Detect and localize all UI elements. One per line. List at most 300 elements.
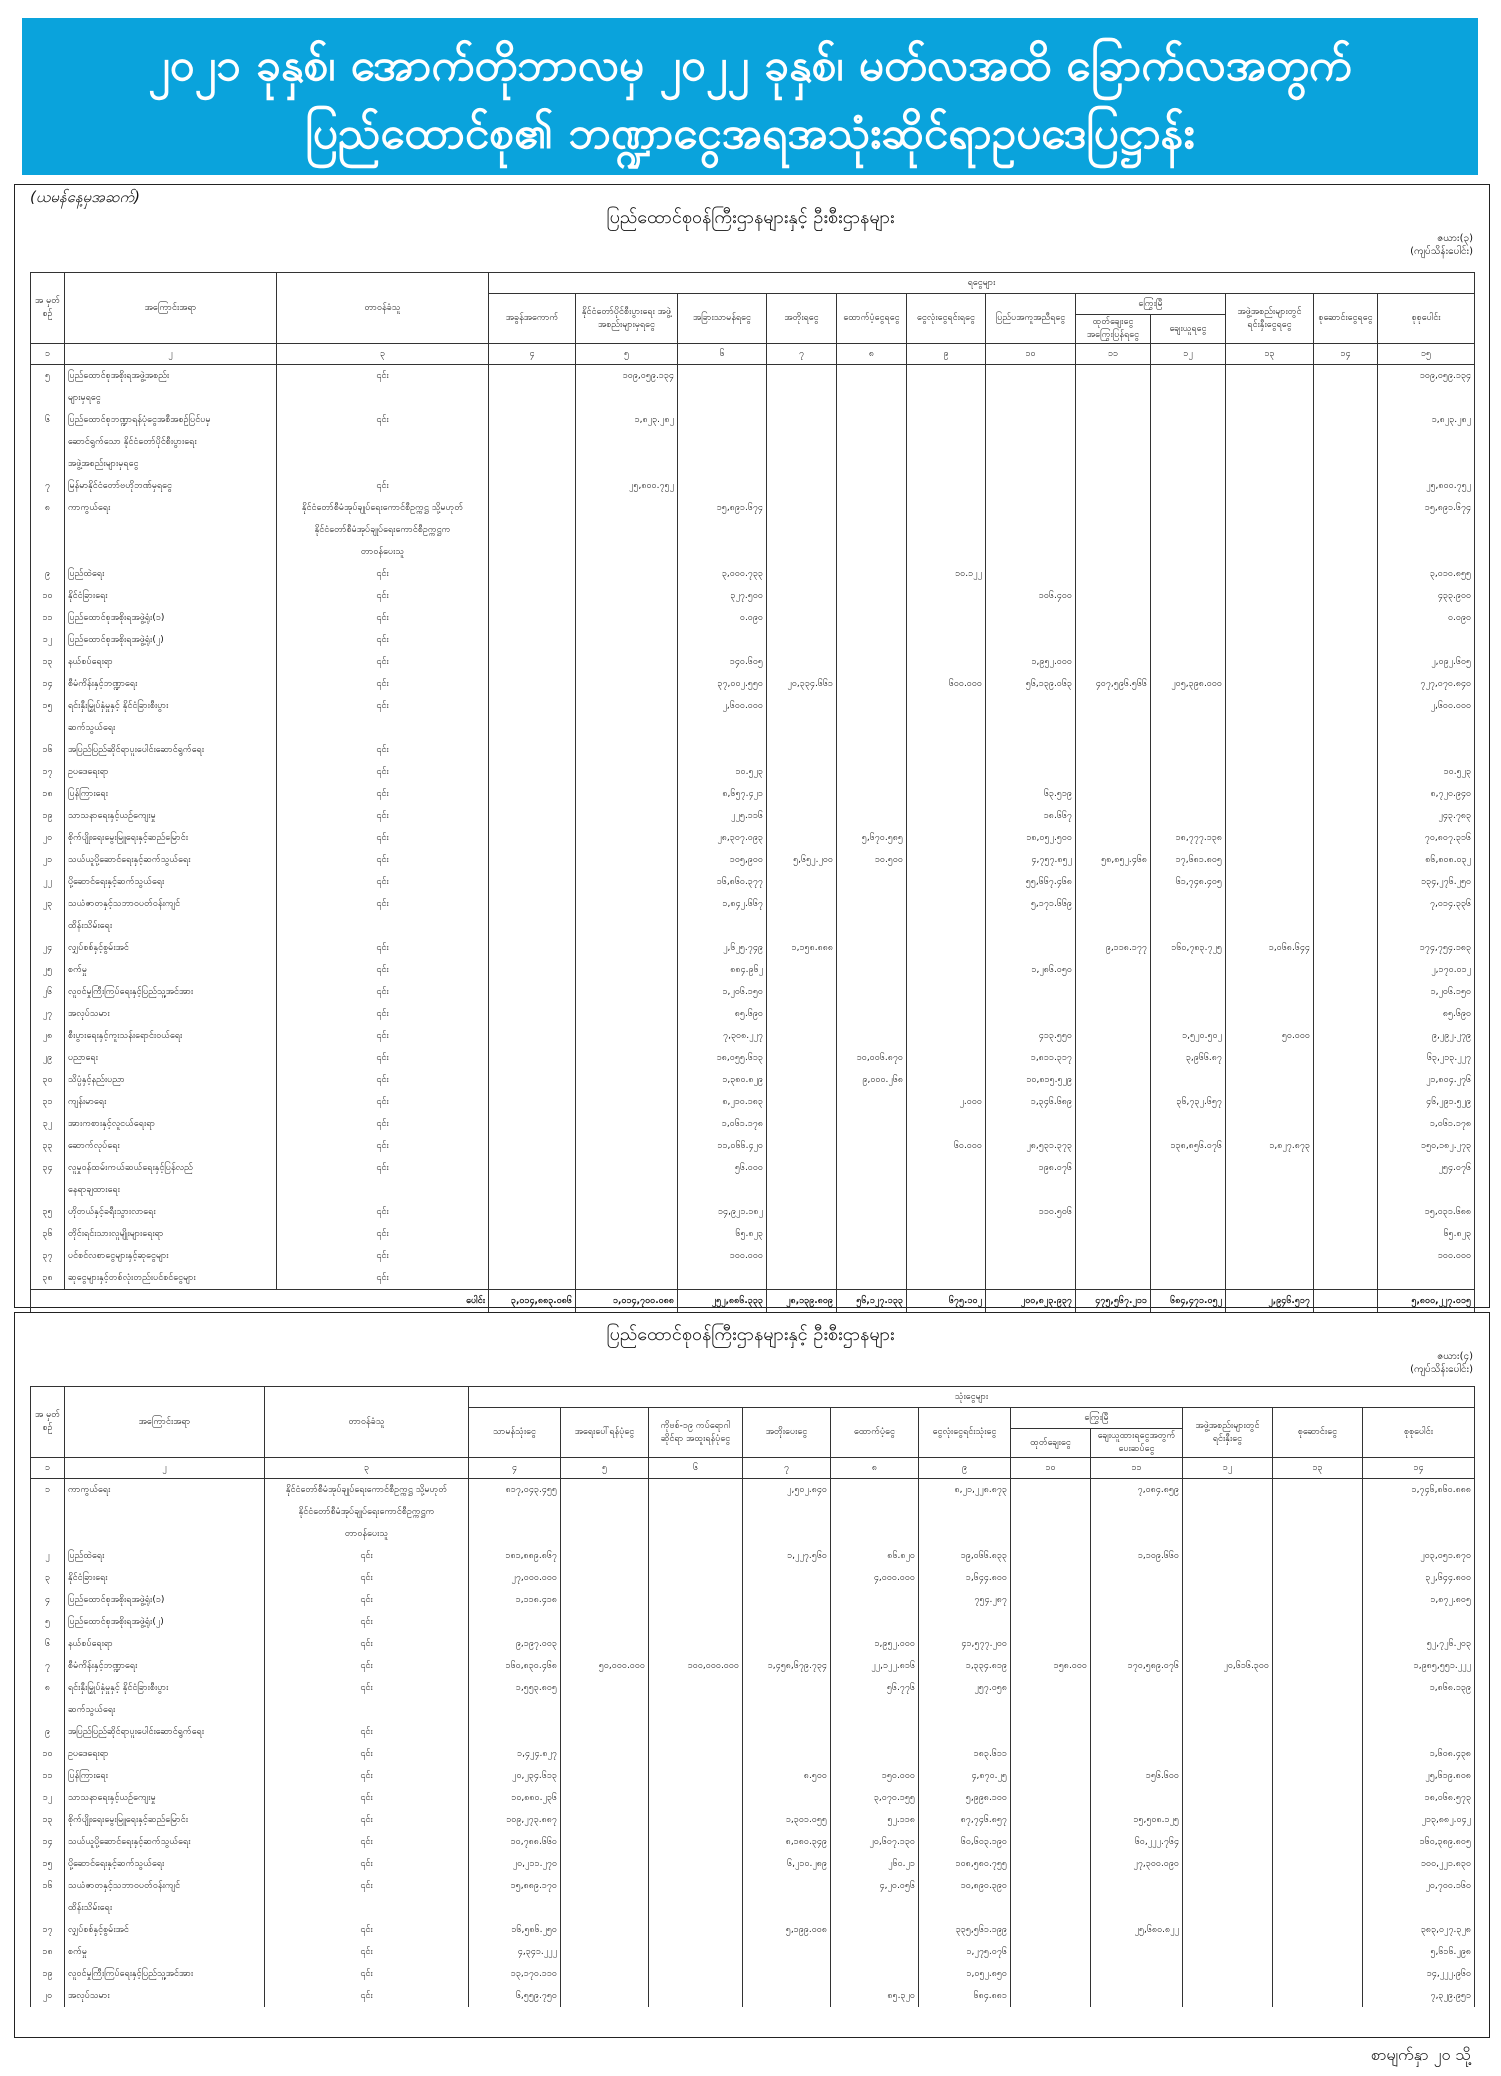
cell-c13: ၁,၀၆၈.၆၄၄ (1226, 937, 1314, 959)
cell-c8: ၄,၂၀.၀၅၆ (831, 1875, 919, 1897)
cell-c14 (1314, 981, 1378, 1003)
cell-c12: ၃,၉၆၆.၈၇ (1151, 1047, 1226, 1069)
cell-c6: ၁၆,၈၆၀.၃၇၇ (678, 871, 767, 893)
cell-c5 (576, 893, 678, 915)
cell-c4 (489, 1223, 576, 1245)
cell-c13 (1273, 1743, 1363, 1765)
cell-c7 (767, 475, 837, 497)
cell-c11: ၁၇၀,၅၈၉.၀၇၆ (1091, 1655, 1183, 1677)
cell-c5 (576, 1245, 678, 1267)
cell-no: ၇ (31, 1655, 65, 1677)
cell-c12: ၁၈,၇၇၇.၁၃၈ (1151, 827, 1226, 849)
cell-c5 (561, 1963, 649, 1985)
cell-c5 (561, 1831, 649, 1853)
cell-subject: စက်မှု (65, 959, 277, 981)
cell-c5 (576, 1069, 678, 1091)
cell-subject (65, 1501, 265, 1523)
cell-resp (277, 1179, 489, 1201)
cell-c9: ၁၈၃.၆၁၁ (919, 1743, 1011, 1765)
cell-c4: ၆,၅၅၉.၇၅၀ (469, 1985, 561, 2007)
cell-c7: ၁,၄၅၈,၆၇၉.၇၃၄ (743, 1655, 831, 1677)
cell-c10 (986, 607, 1076, 629)
cell-c10 (1011, 1633, 1091, 1655)
cell-c11 (1076, 827, 1151, 849)
cell-c4: ၁,၄၂၄.၈၂၇ (469, 1743, 561, 1765)
cell-c13 (1273, 1765, 1363, 1787)
cell-c13 (1226, 739, 1314, 761)
cell-c6 (678, 1179, 767, 1201)
cell-c6 (678, 541, 767, 563)
cell-c8 (837, 937, 907, 959)
cell-resp: ၎င်း (265, 1567, 469, 1589)
table-row (31, 1113, 1475, 1135)
cell-subject: ပြည်ထောင်စုအစိုးရအဖွဲ့ရုံး(၂) (65, 1611, 265, 1633)
cell-c5 (561, 1919, 649, 1941)
table-row (31, 1003, 1475, 1025)
cell-c5 (576, 563, 678, 585)
cell-c6: ၁,၃၈၀.၈၂၉ (678, 1069, 767, 1091)
cell-c10 (986, 739, 1076, 761)
cell-c13 (1226, 959, 1314, 981)
table-row (31, 1157, 1475, 1179)
cell-resp: ၎င်း (277, 1025, 489, 1047)
cell-c13 (1273, 1611, 1363, 1633)
cell-c12 (1151, 453, 1226, 475)
cell-c9: ၈၇,၇၄၆.၈၅၇ (919, 1809, 1011, 1831)
cell-c4 (489, 849, 576, 871)
cell-c9 (907, 651, 986, 673)
column-number: ၁၁ (1091, 1458, 1183, 1479)
t1-head-debt: ကြွေးမြီ (1076, 294, 1226, 315)
cell-c5 (561, 1853, 649, 1875)
cell-c5 (576, 607, 678, 629)
column-number: ၈ (831, 1458, 919, 1479)
cell-c7: ၂၀,၃၃၄.၆၆၁ (767, 673, 837, 695)
cell-subject: ပြည်ထောင်စုအစိုးရအဖွဲ့ရုံး(၁) (65, 607, 277, 629)
cell-c13 (1226, 893, 1314, 915)
cell-c12 (1151, 1157, 1226, 1179)
cell-c11: ၄၀၇,၅၉၆.၅၆၆ (1076, 673, 1151, 695)
cell-resp: ၎င်း (265, 1721, 469, 1743)
cell-c15: ၂၅၄.၀၇၆ (1378, 1157, 1475, 1179)
cell-subject: ရင်းနှီးမြှုပ်နှံမှုနှင့် နိုင်ငံခြားစီးပွား (65, 1677, 265, 1699)
cell-c6: ၂,၆၀၀.၀၀၀ (678, 695, 767, 717)
cell-c13 (1273, 1963, 1363, 1985)
cell-c4: ၄,၃၄၁.၂၂၂ (469, 1941, 561, 1963)
cell-c8 (837, 453, 907, 475)
cell-c11 (1091, 1633, 1183, 1655)
cell-c4 (489, 783, 576, 805)
cell-subject: ပြည်ထဲရေး (65, 563, 277, 585)
cell-c12 (1151, 629, 1226, 651)
cell-c8 (837, 739, 907, 761)
cell-c4: ၂၇,၀၀၀.၀၀၀ (469, 1567, 561, 1589)
cell-c11 (1076, 783, 1151, 805)
cell-c7 (767, 871, 837, 893)
cell-c6: ၁၀၀.၀၀၀ (678, 1245, 767, 1267)
cell-no: ၁၂ (31, 629, 65, 651)
cell-c15 (1378, 1179, 1475, 1201)
cell-c12 (1183, 1765, 1273, 1787)
cell-resp: ၎င်း (277, 783, 489, 805)
cell-c9: ၃၃၅,၅၆၁.၁၉၉ (919, 1919, 1011, 1941)
cell-c7 (767, 761, 837, 783)
cell-c4: ၁၀၉,၂၇၃.၈၈၇ (469, 1809, 561, 1831)
cell-c11 (1091, 1985, 1183, 2007)
column-number: ၃ (265, 1458, 469, 1479)
cell-c9 (919, 1501, 1011, 1523)
cell-no: ၁၀ (31, 585, 65, 607)
table-row (31, 475, 1475, 497)
table-row (31, 1919, 1475, 1941)
cell-c15 (1378, 431, 1475, 453)
cell-c7 (767, 805, 837, 827)
cell-c7 (767, 739, 837, 761)
cell-c7 (767, 1025, 837, 1047)
cell-c13 (1226, 1223, 1314, 1245)
cell-c9 (907, 937, 986, 959)
table-row (31, 1655, 1475, 1677)
column-number: ၂ (65, 344, 277, 365)
cell-c6 (649, 1743, 743, 1765)
cell-c14 (1314, 431, 1378, 453)
t1-head-c15: စုစုပေါင်း (1378, 294, 1475, 344)
cell-resp (265, 1699, 469, 1721)
total-c10: ၂၀၀,၈၂၃.၉၃၇ (986, 1290, 1076, 1313)
cell-c7 (767, 497, 837, 519)
table-row (31, 673, 1475, 695)
cell-c13 (1226, 673, 1314, 695)
cell-resp: ၎င်း (265, 1875, 469, 1897)
table-row (31, 563, 1475, 585)
t1-head-resp: တာဝန်ခံသူ (277, 273, 489, 344)
cell-c15: ၉,၂၉၂.၂၇၉ (1378, 1025, 1475, 1047)
cell-no (31, 387, 65, 409)
cell-c13 (1273, 1897, 1363, 1919)
cell-c9 (907, 1069, 986, 1091)
cell-c4 (489, 1157, 576, 1179)
cell-c8 (837, 519, 907, 541)
cell-c13 (1226, 1245, 1314, 1267)
cell-c15: ၈၅.၆၉၀ (1378, 1003, 1475, 1025)
cell-c7: ၁,၁၅၈.၈၈၈ (767, 937, 837, 959)
cell-c4 (489, 629, 576, 651)
total-c12: ၆၈၄,၄၇၁.၀၅၂ (1151, 1290, 1226, 1313)
cell-c15 (1378, 541, 1475, 563)
cell-c9: ၁၉,၀၆၆.၈၃၃ (919, 1545, 1011, 1567)
cell-c10: ၅၆,၁၃၉.၀၆၃ (986, 673, 1076, 695)
table-row (31, 1267, 1475, 1290)
cell-c12 (1151, 475, 1226, 497)
cell-c14 (1314, 1157, 1378, 1179)
cell-c11 (1076, 585, 1151, 607)
cell-c4 (489, 409, 576, 431)
total-c8: ၅၆,၁၂၇.၁၃၃ (837, 1290, 907, 1313)
cell-c10 (986, 365, 1076, 388)
cell-c7 (767, 1245, 837, 1267)
cell-c10 (1011, 1743, 1091, 1765)
cell-no: ၁၇ (31, 1919, 65, 1941)
cell-no (31, 541, 65, 563)
cell-c11 (1091, 1721, 1183, 1743)
cell-c11 (1076, 1135, 1151, 1157)
cell-subject: စိုက်ပျိုးရေးမွေးမြူရေးနှင့်ဆည်မြောင်း (65, 827, 277, 849)
cell-c5 (576, 497, 678, 519)
cell-c12 (1183, 1743, 1273, 1765)
cell-subject: လူဝင်မှုကြီးကြပ်ရေးနှင့်ပြည်သူ့အင်အား (65, 1963, 265, 1985)
cell-c12 (1183, 1787, 1273, 1809)
cell-c11 (1076, 1157, 1151, 1179)
cell-subject: ပညာရေး (65, 1047, 277, 1069)
cell-c9 (907, 453, 986, 475)
cell-no: ၁၉ (31, 805, 65, 827)
cell-c10 (1011, 1897, 1091, 1919)
cell-subject: မြန်မာနိုင်ငံတော်ဗဟိုဘဏ်မှရငွေ (65, 475, 277, 497)
cell-c8: ၁၀,၀၀၆.၈၇၀ (837, 1047, 907, 1069)
cell-c14 (1314, 1245, 1378, 1267)
cell-c8 (837, 1025, 907, 1047)
cell-c15: ၁၅,၀၃၁.၆၈၈ (1378, 1201, 1475, 1223)
cell-subject: စီမံကိန်းနှင့်ဘဏ္ဍာရေး (65, 1655, 265, 1677)
cell-c11 (1091, 1677, 1183, 1699)
cell-no: ၂၈ (31, 1025, 65, 1047)
cell-c12 (1183, 1809, 1273, 1831)
cell-c6 (649, 1721, 743, 1743)
cell-c10 (986, 1267, 1076, 1290)
cell-c11 (1076, 497, 1151, 519)
cell-c14: ၅,၆၁၆.၂၉၈ (1363, 1941, 1475, 1963)
cell-c5 (561, 1501, 649, 1523)
cell-no: ၃ (31, 1567, 65, 1589)
cell-subject: ဆုငွေများနှင့်တစ်လုံးတည်းပင်စင်ငွေများ (65, 1267, 277, 1290)
cell-c14: ၃၂,၆၄၄.၈၀၀ (1363, 1567, 1475, 1589)
cell-no: ၃၆ (31, 1223, 65, 1245)
cell-c8: ၂၂,၁၂၂.၈၁၆ (831, 1655, 919, 1677)
cell-c12 (1183, 1875, 1273, 1897)
cell-no: ၂၂ (31, 871, 65, 893)
table-row (31, 849, 1475, 871)
table-row (31, 1699, 1475, 1721)
cell-c10: ၄၁၃.၅၅၀ (986, 1025, 1076, 1047)
cell-c7 (743, 1501, 831, 1523)
cell-resp: ၎င်း (277, 893, 489, 915)
cell-c4: ၉,၁၉၇.၀၀၃ (469, 1633, 561, 1655)
cell-c7 (767, 1201, 837, 1223)
cell-c10 (986, 563, 1076, 585)
cell-c12 (1183, 1523, 1273, 1545)
cell-subject: အပြည်ပြည်ဆိုင်ရာပူးပေါင်းဆောင်ရွက်ရေး (65, 1721, 265, 1743)
t1-head-c7: အတိုးရငွေ (767, 294, 837, 344)
cell-c4: ၁၃,၁၇၀.၁၁၀ (469, 1963, 561, 1985)
cell-c14: ၂၀၃,၀၅၁.၈၇၀ (1363, 1545, 1475, 1567)
table-row (31, 1611, 1475, 1633)
cell-c13 (1226, 871, 1314, 893)
cell-c14 (1314, 1113, 1378, 1135)
cell-c5 (561, 1545, 649, 1567)
cell-c10 (1011, 1567, 1091, 1589)
cell-c11 (1076, 893, 1151, 915)
cell-c15 (1378, 1267, 1475, 1290)
cell-c7 (767, 629, 837, 651)
cell-c11 (1076, 1025, 1151, 1047)
cell-c14 (1314, 497, 1378, 519)
cell-c5 (576, 739, 678, 761)
cell-resp: ၎င်း (265, 1787, 469, 1809)
cell-c7: ၅,၁၉၉.၀၀၈ (743, 1919, 831, 1941)
column-number: ၁၃ (1226, 344, 1314, 365)
cell-c13 (1226, 1047, 1314, 1069)
cell-c7 (767, 1157, 837, 1179)
table-row (31, 1941, 1475, 1963)
cell-c14 (1363, 1501, 1475, 1523)
cell-c9 (907, 365, 986, 388)
cell-no: ၃၇ (31, 1245, 65, 1267)
cell-c12 (1151, 365, 1226, 388)
cell-no (31, 1501, 65, 1523)
cell-c7 (767, 1069, 837, 1091)
cell-c14 (1314, 475, 1378, 497)
cell-subject: စီးပွားရေးနှင့်ကူးသန်းရောင်းဝယ်ရေး (65, 1025, 277, 1047)
cell-c9: ၇၅၄.၂၈၇ (919, 1589, 1011, 1611)
cell-c11: ၇,၀၈၄.၈၅၉ (1091, 1479, 1183, 1502)
cell-no: ၂၉ (31, 1047, 65, 1069)
cell-c7 (767, 717, 837, 739)
t1-head-c4: အခွန်အကောက် (489, 294, 576, 344)
cell-c6: ၈,၂၁၀.၁၈၃ (678, 1091, 767, 1113)
cell-no: ၁၀ (31, 1743, 65, 1765)
cell-c10 (1011, 1699, 1091, 1721)
cell-c12 (1151, 761, 1226, 783)
cell-resp (265, 1897, 469, 1919)
cell-c14 (1314, 915, 1378, 937)
cell-resp: ၎င်း (277, 1113, 489, 1135)
cell-c4 (489, 585, 576, 607)
cell-no: ၈ (31, 497, 65, 519)
cell-c14 (1314, 1223, 1378, 1245)
cell-c8: ၈၆.၈၂၀ (831, 1545, 919, 1567)
cell-c9 (907, 893, 986, 915)
cell-c4 (489, 871, 576, 893)
cell-c6 (678, 365, 767, 388)
cell-c8 (837, 607, 907, 629)
cell-c6: ၆၅.၈၂၃ (678, 1223, 767, 1245)
cell-c10: ၅၅,၆၆၇.၄၆၈ (986, 871, 1076, 893)
cell-c13 (1273, 1875, 1363, 1897)
cell-c10 (1011, 1985, 1091, 2007)
cell-no: ၁၃ (31, 1809, 65, 1831)
cell-c12 (1151, 981, 1226, 1003)
cell-c11 (1076, 1003, 1151, 1025)
cell-no (31, 915, 65, 937)
cell-c6: ၂,၆၂၅.၇၄၉ (678, 937, 767, 959)
t2-head-c10: ထုတ်ချေးငွေ (1011, 1429, 1091, 1458)
cell-c12 (1151, 651, 1226, 673)
cell-c15 (1378, 519, 1475, 541)
cell-c11 (1076, 1047, 1151, 1069)
cell-c8 (837, 1201, 907, 1223)
cell-c14 (1314, 651, 1378, 673)
cell-c14 (1314, 1179, 1378, 1201)
cell-c6: ၃၂၇.၅၀၀ (678, 585, 767, 607)
cell-c12 (1151, 1267, 1226, 1290)
cell-c5 (576, 783, 678, 805)
cell-c6 (678, 453, 767, 475)
cell-c15: ၁၀.၅၂၃ (1378, 761, 1475, 783)
cell-c4 (469, 1523, 561, 1545)
cell-c9 (907, 761, 986, 783)
cell-c5 (576, 695, 678, 717)
cell-subject: စိုက်ပျိုးရေးမွေးမြူရေးနှင့်ဆည်မြောင်း (65, 1809, 265, 1831)
cell-c12 (1183, 1611, 1273, 1633)
cell-c14 (1314, 871, 1378, 893)
cell-c8 (831, 1699, 919, 1721)
cell-c12: ၁၇,၆၈၁.၈၀၅ (1151, 849, 1226, 871)
cell-no (31, 453, 65, 475)
column-number: ၁၀ (986, 344, 1076, 365)
cell-no: ၁၁ (31, 607, 65, 629)
cell-c14: ၁,၈၇၂.၈၀၅ (1363, 1589, 1475, 1611)
cell-c10: ၂၈,၅၃၁.၃၇၃ (986, 1135, 1076, 1157)
cell-c10 (986, 387, 1076, 409)
cell-no: ၅ (31, 365, 65, 388)
cell-c5 (576, 541, 678, 563)
cell-c5 (576, 827, 678, 849)
cell-c10 (986, 1223, 1076, 1245)
cell-c15: ၂၁,၈၀၄.၂၇၆ (1378, 1069, 1475, 1091)
banner-line-2: ပြည်ထောင်စု၏ ဘဏ္ဍာငွေအရအသုံးဆိုင်ရာဥပဒေပြဋ္ဌာန်း (305, 108, 1195, 159)
cell-resp: ၎င်း (277, 607, 489, 629)
cell-c5: ၁,၈၂၃.၂၈၂ (576, 409, 678, 431)
cell-c15: ၁,၀၆၁.၁၇၈ (1378, 1113, 1475, 1135)
table-row (31, 365, 1475, 388)
cell-c14: ၁,၇၄၆,၈၆၀.၈၈၈ (1363, 1479, 1475, 1502)
cell-c12 (1151, 1201, 1226, 1223)
cell-no: ၃၁ (31, 1091, 65, 1113)
cell-c8: ၅၆.၇၇၆ (831, 1677, 919, 1699)
column-number: ၁၀ (1011, 1458, 1091, 1479)
cell-c8 (837, 915, 907, 937)
cell-c5 (576, 585, 678, 607)
cell-c15: ၄၃၃.၉၀၀ (1378, 585, 1475, 607)
cell-c7 (743, 1721, 831, 1743)
cell-subject: ပြည်ထောင်စုအစိုးရအဖွဲ့ရုံး(၁) (65, 1589, 265, 1611)
cell-c7 (767, 409, 837, 431)
cell-c10 (1011, 1875, 1091, 1897)
cell-c9 (907, 1047, 986, 1069)
cell-no: ၂၆ (31, 981, 65, 1003)
cell-c13 (1226, 1179, 1314, 1201)
table-row (31, 541, 1475, 563)
cell-c14 (1314, 1025, 1378, 1047)
cell-resp: ၎င်း (277, 959, 489, 981)
cell-c7 (767, 541, 837, 563)
cell-c4 (489, 497, 576, 519)
cell-no: ၃၅ (31, 1201, 65, 1223)
cell-c6: ၁၈,၀၅၅.၆၁၃ (678, 1047, 767, 1069)
cell-c8 (837, 1157, 907, 1179)
total-c4: ၃,၀၁၄,၈၈၃.၀၈၆ (489, 1290, 576, 1313)
cell-c8 (837, 409, 907, 431)
cell-c8: ၂၆၀.၂၁ (831, 1853, 919, 1875)
cell-c7: ၈,၁၈၀.၃၄၉ (743, 1831, 831, 1853)
table-row (31, 1853, 1475, 1875)
cell-c15: ၆၃,၂၁၃.၂၂၇ (1378, 1047, 1475, 1069)
cell-c4 (489, 893, 576, 915)
cell-c6 (678, 519, 767, 541)
cell-c6: ၂၂၅.၁၁၆ (678, 805, 767, 827)
cell-c6: ၈,၆၅၇.၄၂၁ (678, 783, 767, 805)
cell-c13 (1226, 805, 1314, 827)
